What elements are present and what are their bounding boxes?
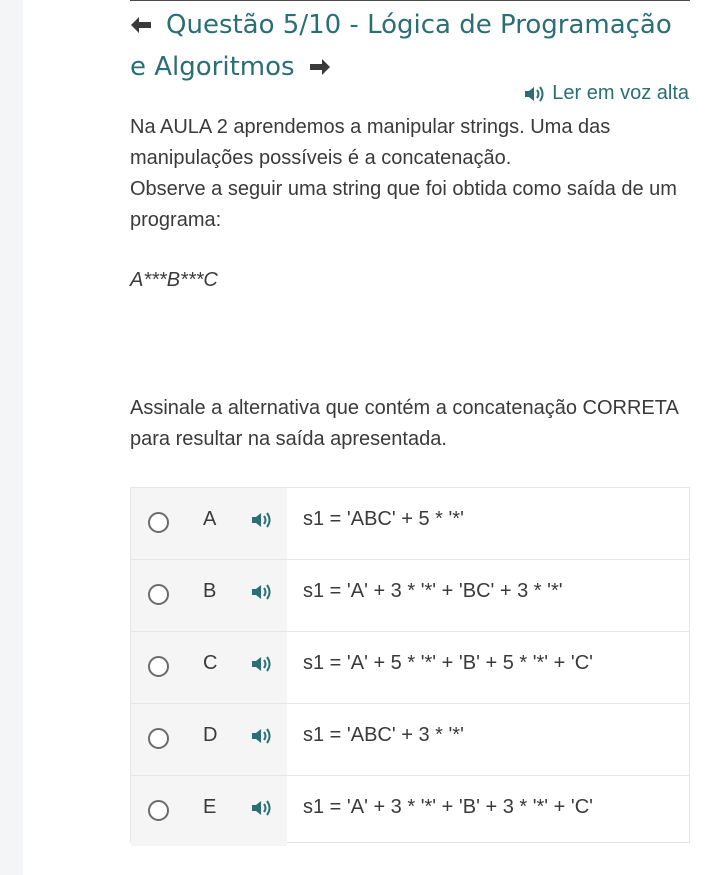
option-a-radio[interactable] — [148, 512, 169, 533]
option-d[interactable] — [131, 704, 689, 776]
read-aloud-label: Ler em voz alta — [552, 82, 689, 104]
question-title-row — [130, 4, 690, 88]
option-d-radio[interactable] — [148, 728, 169, 749]
question-paragraph-1: Na AULA 2 aprendemos a manipular strings. Uma das manipulações possíveis é a concatenação. — [130, 116, 611, 169]
option-letter: A — [203, 508, 217, 530]
arrow-right-icon[interactable] — [309, 58, 331, 76]
option-e-radio[interactable] — [148, 800, 169, 821]
speaker-icon[interactable] — [251, 511, 273, 529]
option-text: s1 = 'A' + 3 * '*' + 'B' + 3 * '*' + 'C' — [303, 796, 593, 818]
left-rail — [0, 0, 23, 875]
option-b[interactable] — [131, 560, 689, 632]
option-text: s1 = 'A' + 3 * '*' + 'BC' + 3 * '*' — [303, 580, 563, 602]
speaker-icon[interactable] — [251, 727, 273, 745]
question-paragraph-2: Observe a seguir uma string que foi obtida como saída de um programa: — [130, 178, 677, 231]
option-letter: D — [203, 724, 218, 746]
speaker-icon[interactable] — [251, 655, 273, 673]
speaker-icon — [524, 85, 546, 103]
speaker-icon[interactable] — [251, 583, 273, 601]
option-letter: E — [203, 796, 217, 818]
option-c-radio[interactable] — [148, 656, 169, 677]
option-text: s1 = 'ABC' + 3 * '*' — [303, 724, 464, 746]
question-paragraph-3: Assinale a alternativa que contém a concatenação CORRETA para resultar na saída apresentada. — [130, 397, 678, 450]
answer-options — [130, 487, 690, 843]
option-e[interactable] — [131, 776, 689, 846]
option-letter: C — [203, 652, 218, 674]
arrow-left-icon[interactable] — [130, 16, 152, 34]
option-letter: B — [203, 580, 217, 602]
option-b-radio[interactable] — [148, 584, 169, 605]
output-string: A***B***C — [130, 269, 218, 291]
question-title: Questão 5/10 - Lógica de Programação e Algoritmos — [130, 10, 672, 82]
read-aloud-button[interactable] — [524, 82, 689, 105]
option-c[interactable] — [131, 632, 689, 704]
option-text: s1 = 'A' + 5 * '*' + 'B' + 5 * '*' + 'C' — [303, 652, 593, 674]
top-divider — [130, 0, 690, 1]
option-a[interactable] — [131, 488, 689, 560]
speaker-icon[interactable] — [251, 799, 273, 817]
option-text: s1 = 'ABC' + 5 * '*' — [303, 508, 464, 530]
